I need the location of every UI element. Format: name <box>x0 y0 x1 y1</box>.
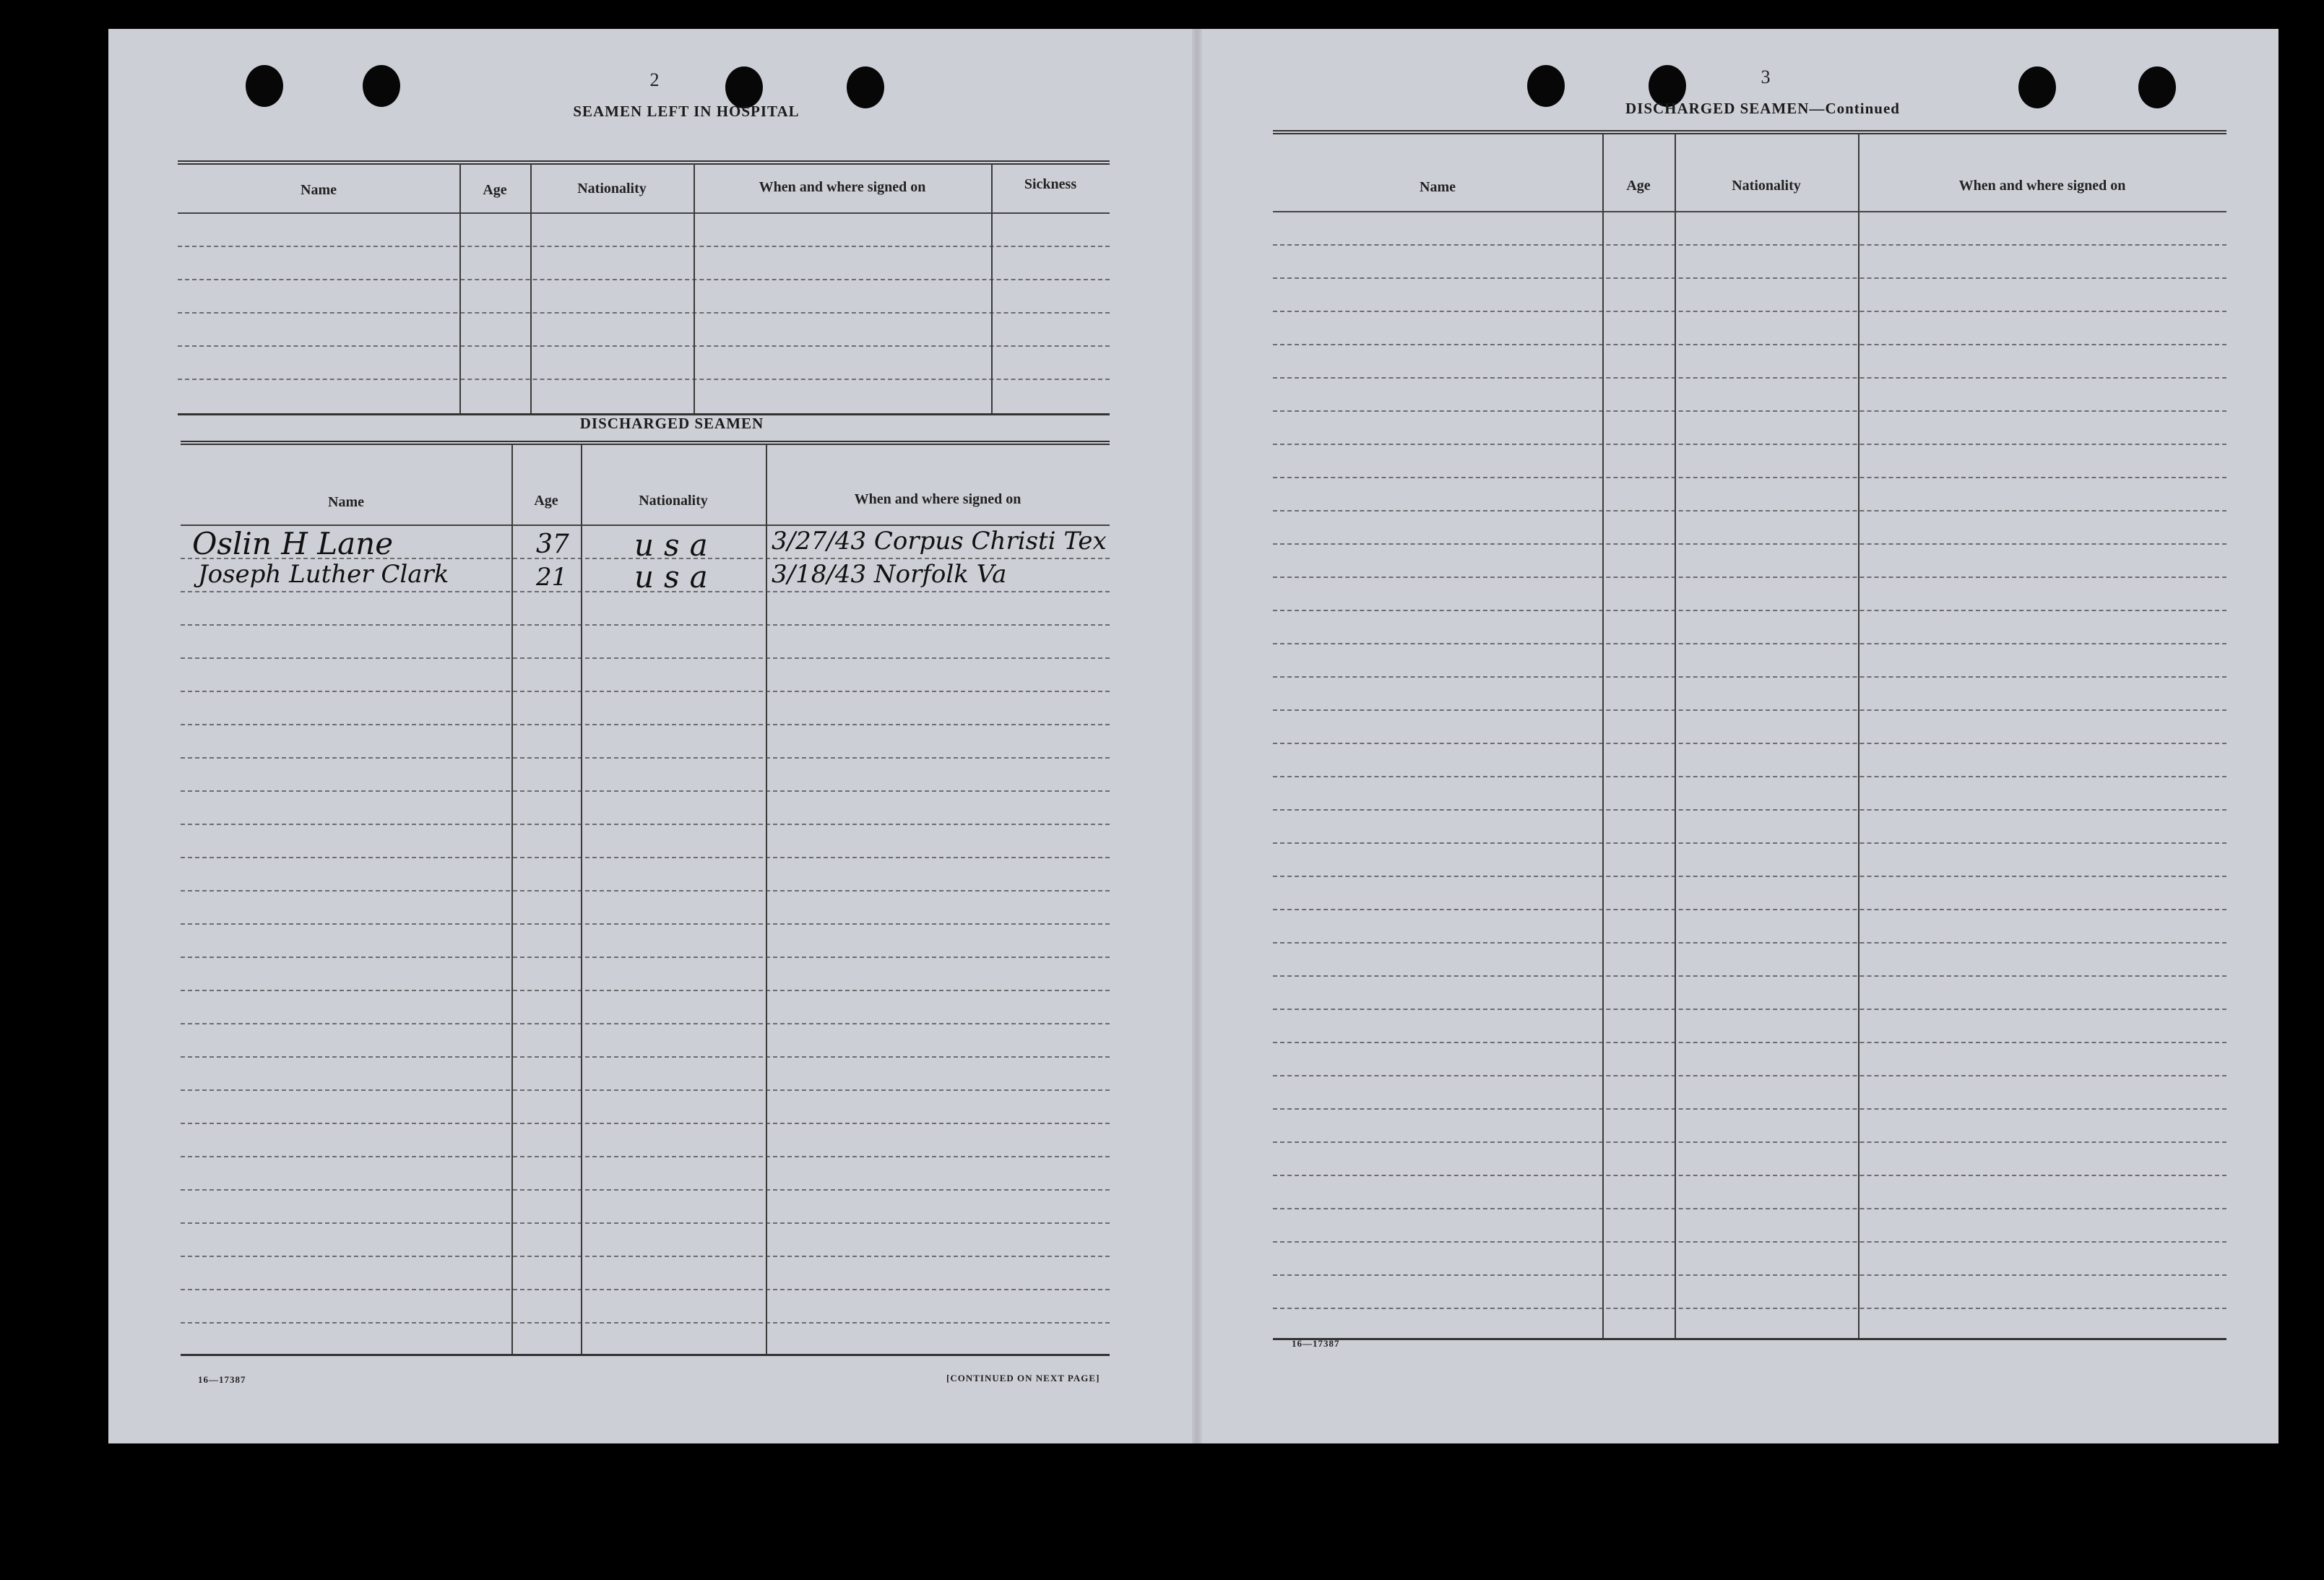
column-header-signed-on: When and where signed on <box>1958 178 2126 194</box>
entry-name: Oslin H Lane <box>192 526 394 561</box>
entry-name: Joseph Luther Clark <box>198 560 449 589</box>
column-header-name: Name <box>328 494 364 510</box>
continued-note: [CONTINUED ON NEXT PAGE] <box>946 1373 1100 1383</box>
page-number-right: 3 <box>1761 66 1771 87</box>
entry-nationality: usa <box>634 559 718 595</box>
discharged-section-title: DISCHARGED SEAMEN <box>579 415 764 432</box>
entry-signed-on: 3/18/43 Norfolk Va <box>772 560 1007 589</box>
column-header-nationality: Nationality <box>1732 178 1801 194</box>
entry-age: 21 <box>536 563 568 592</box>
column-header-name: Name <box>1420 179 1456 195</box>
hospital-table <box>178 129 1110 425</box>
punch-hole <box>363 65 400 107</box>
column-header-nationality: Nationality <box>639 493 708 509</box>
column-header-age: Age <box>1626 178 1651 194</box>
entry-nationality: usa <box>634 527 718 563</box>
column-header-signed-on: When and where signed on <box>854 491 1021 507</box>
column-header-signed-on: When and where signed on <box>759 179 926 195</box>
column-header-sickness: Sickness <box>1024 176 1077 192</box>
entry-age: 37 <box>536 530 569 559</box>
document-sheet <box>108 29 2278 1443</box>
column-header-age: Age <box>483 182 507 198</box>
form-number-left: 16—17387 <box>198 1374 246 1385</box>
column-header-nationality: Nationality <box>577 181 647 197</box>
page-number-left: 2 <box>649 69 660 90</box>
column-header-age: Age <box>534 493 558 509</box>
punch-hole <box>2018 66 2056 108</box>
hospital-section-title: SEAMEN LEFT IN HOSPITAL <box>573 103 800 120</box>
punch-hole <box>246 65 283 107</box>
discharged-continued-title: DISCHARGED SEAMEN—Continued <box>1625 100 1900 117</box>
punch-hole <box>2138 66 2176 108</box>
entry-signed-on: 3/27/43 Corpus Christi Tex <box>772 527 1107 556</box>
page-fold <box>1192 29 1202 1443</box>
column-header-name: Name <box>301 182 337 198</box>
discharged-continued-table <box>1273 130 2226 1358</box>
form-number-right: 16—17387 <box>1292 1338 1340 1349</box>
discharged-table <box>181 441 1110 1373</box>
